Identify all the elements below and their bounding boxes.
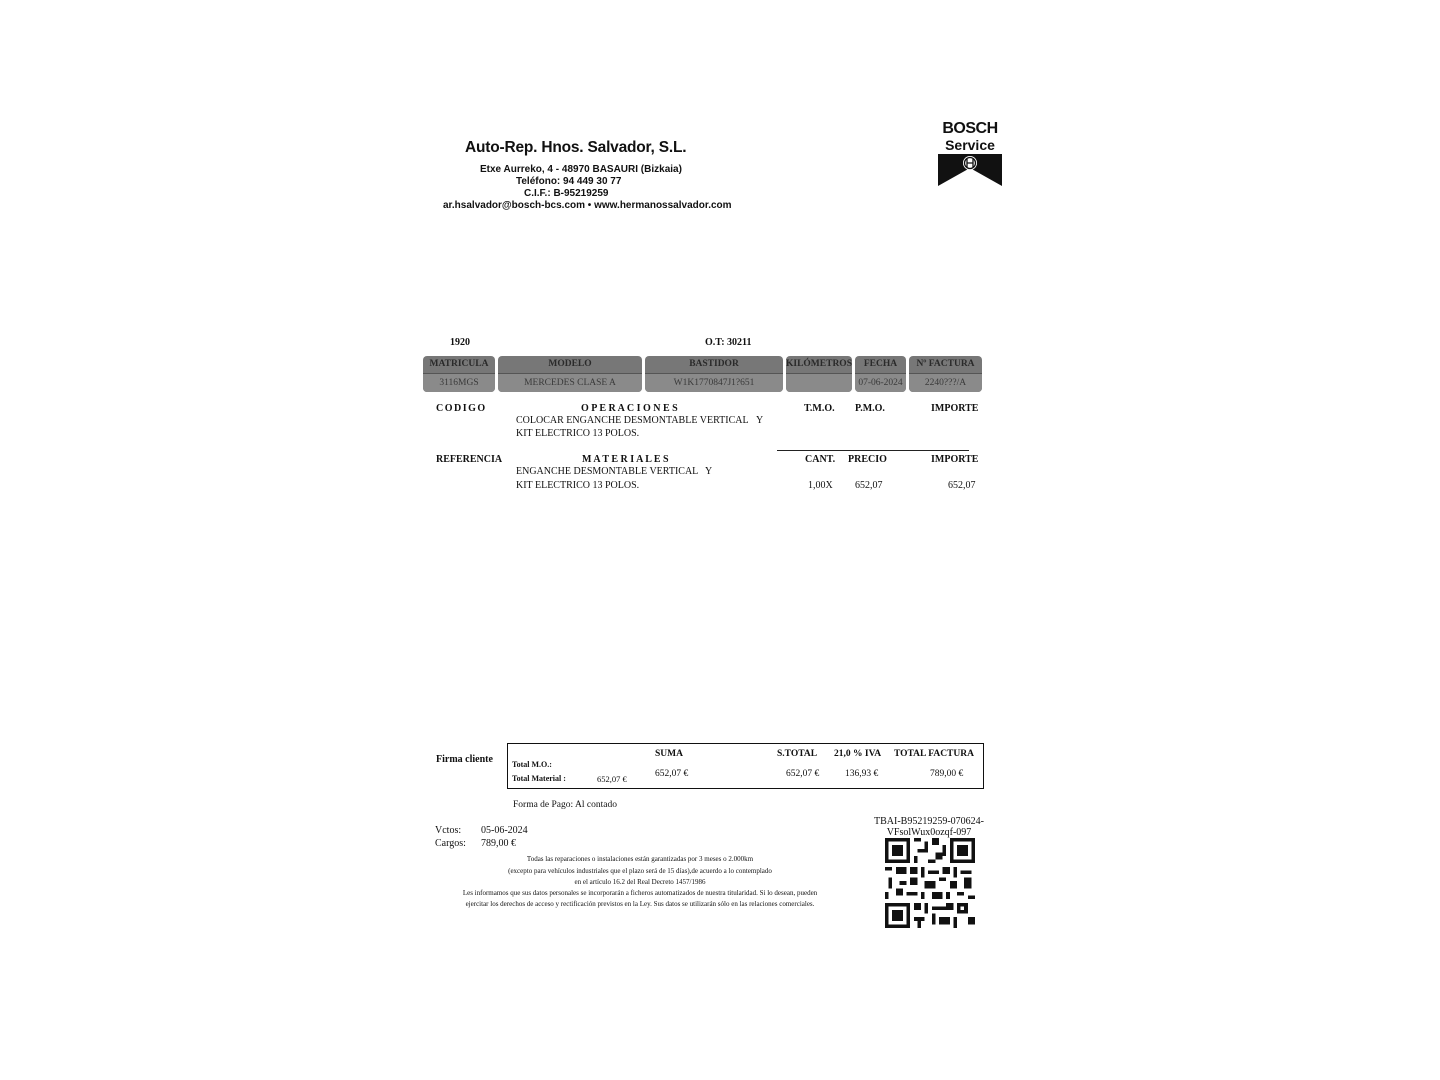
cargos-value: 789,00 € <box>481 838 516 849</box>
col-tmo: T.M.O. <box>804 403 835 414</box>
material-line-2: KIT ELECTRICO 13 POLOS. <box>516 480 640 491</box>
col-codigo: CODIGO <box>436 403 487 414</box>
bosch-service-logo <box>938 120 1002 186</box>
value-factura: 2240???/A <box>909 374 982 392</box>
operations-title: O P E R A C I O N E S <box>581 403 678 414</box>
header-kilometros: KILÓMETROS <box>786 356 852 374</box>
header-matricula: MATRICULA <box>423 356 495 374</box>
suma-value: 652,07 € <box>655 769 689 779</box>
stotal-label: S.TOTAL <box>777 749 818 759</box>
col-precio: PRECIO <box>848 454 887 465</box>
legal-line-4: Les informamos que sus datos personales se incorporarán a ficheros automatizados de nuestra titularidad. Si lo desean, pueden <box>462 889 818 897</box>
company-address: Etxe Aurreko, 4 - 48970 BASAURI (Bizkaia) <box>480 164 682 175</box>
tbai-line-1: TBAI-B95219259-070624- <box>874 816 984 827</box>
value-matricula: 3116MGS <box>423 374 495 392</box>
cell-factura <box>909 356 982 392</box>
logo-line1: BOSCH <box>942 120 998 137</box>
vctos-value: 05-06-2024 <box>481 825 528 836</box>
operation-line-1: COLOCAR ENGANCHE DESMONTABLE VERTICAL <box>516 415 749 426</box>
total-material-value: 652,07 € <box>597 774 627 784</box>
legal-line-1: Todas las reparaciones o instalaciones están garantizadas por 3 meses o 2.000km <box>526 855 754 863</box>
legal-line-3: en el artículo 16.2 del Real Decreto 1457/1986 <box>574 878 706 886</box>
logo-line2: Service <box>945 137 995 153</box>
stotal-value: 652,07 € <box>786 769 820 779</box>
total-factura-label: TOTAL FACTURA <box>894 749 974 759</box>
tbai-code <box>868 816 990 838</box>
company-web: ar.hsalvador@bosch-bcs.com • www.hermanossalvador.com <box>443 200 732 211</box>
col-importe-ops: IMPORTE <box>931 403 979 414</box>
material-precio: 652,07 <box>855 480 883 491</box>
header-modelo: MODELO <box>498 356 642 374</box>
header-factura: Nº FACTURA <box>909 356 982 374</box>
forma-pago: Forma de Pago: Al contado <box>513 800 617 810</box>
company-cif: C.I.F.: B-95219259 <box>524 188 609 199</box>
value-modelo: MERCEDES CLASE A <box>498 374 642 392</box>
value-fecha: 07-06-2024 <box>855 374 906 392</box>
divider-line <box>777 450 969 451</box>
company-name: Auto-Rep. Hnos. Salvador, S.L. <box>465 139 687 156</box>
total-factura-value: 789,00 € <box>930 769 964 779</box>
legal-line-5: ejercitar los derechos de acceso y rectificación previstos en la Ley. Sus datos se utilizarán sólo en las relaciones comerciales. <box>465 900 815 908</box>
operation-line-2: KIT ELECTRICO 13 POLOS. <box>516 428 640 439</box>
iva-value: 136,93 € <box>845 769 879 779</box>
firma-cliente-label: Firma cliente <box>436 754 493 765</box>
cell-kilometros <box>786 356 852 392</box>
col-pmo: P.M.O. <box>855 403 885 414</box>
cell-modelo <box>498 356 642 392</box>
iva-label: 21,0 % IVA <box>834 749 882 759</box>
value-bastidor: W1K1770847J1?651 <box>645 374 783 392</box>
suma-label: SUMA <box>655 749 683 759</box>
header-fecha: FECHA <box>855 356 906 374</box>
legal-line-2: (excepto para vehículos industriales que el plazo será de 15 días),de acuerdo a lo contemplado <box>508 867 772 875</box>
total-material-label: Total Material : <box>512 774 566 783</box>
materials-title: M A T E R I A L E S <box>582 454 669 465</box>
col-referencia: REFERENCIA <box>436 454 503 465</box>
tbai-line-2: VFsolWux0ozqf-097 <box>886 827 972 838</box>
qr-code-icon <box>885 838 975 928</box>
cell-matricula <box>423 356 495 392</box>
material-line-1-y: Y <box>705 466 713 477</box>
material-cant: 1,00X <box>808 480 833 491</box>
vctos-label: Vctos: <box>435 825 462 836</box>
value-kilometros <box>786 374 852 392</box>
operation-line-1-y: Y <box>756 415 764 426</box>
total-mo-label: Total M.O.: <box>512 760 552 769</box>
company-phone: Teléfono: 94 449 30 77 <box>516 176 622 187</box>
document-number: 1920 <box>450 337 470 348</box>
col-importe-mat: IMPORTE <box>931 454 979 465</box>
work-order: O.T: 30211 <box>705 337 752 348</box>
cargos-label: Cargos: <box>435 838 466 849</box>
cell-fecha <box>855 356 906 392</box>
material-importe: 652,07 <box>948 480 976 491</box>
material-line-1: ENGANCHE DESMONTABLE VERTICAL <box>516 466 699 477</box>
col-cant: CANT. <box>805 454 836 465</box>
header-bastidor: BASTIDOR <box>645 356 783 374</box>
cell-bastidor <box>645 356 783 392</box>
bosch-armature-icon <box>938 154 1002 186</box>
